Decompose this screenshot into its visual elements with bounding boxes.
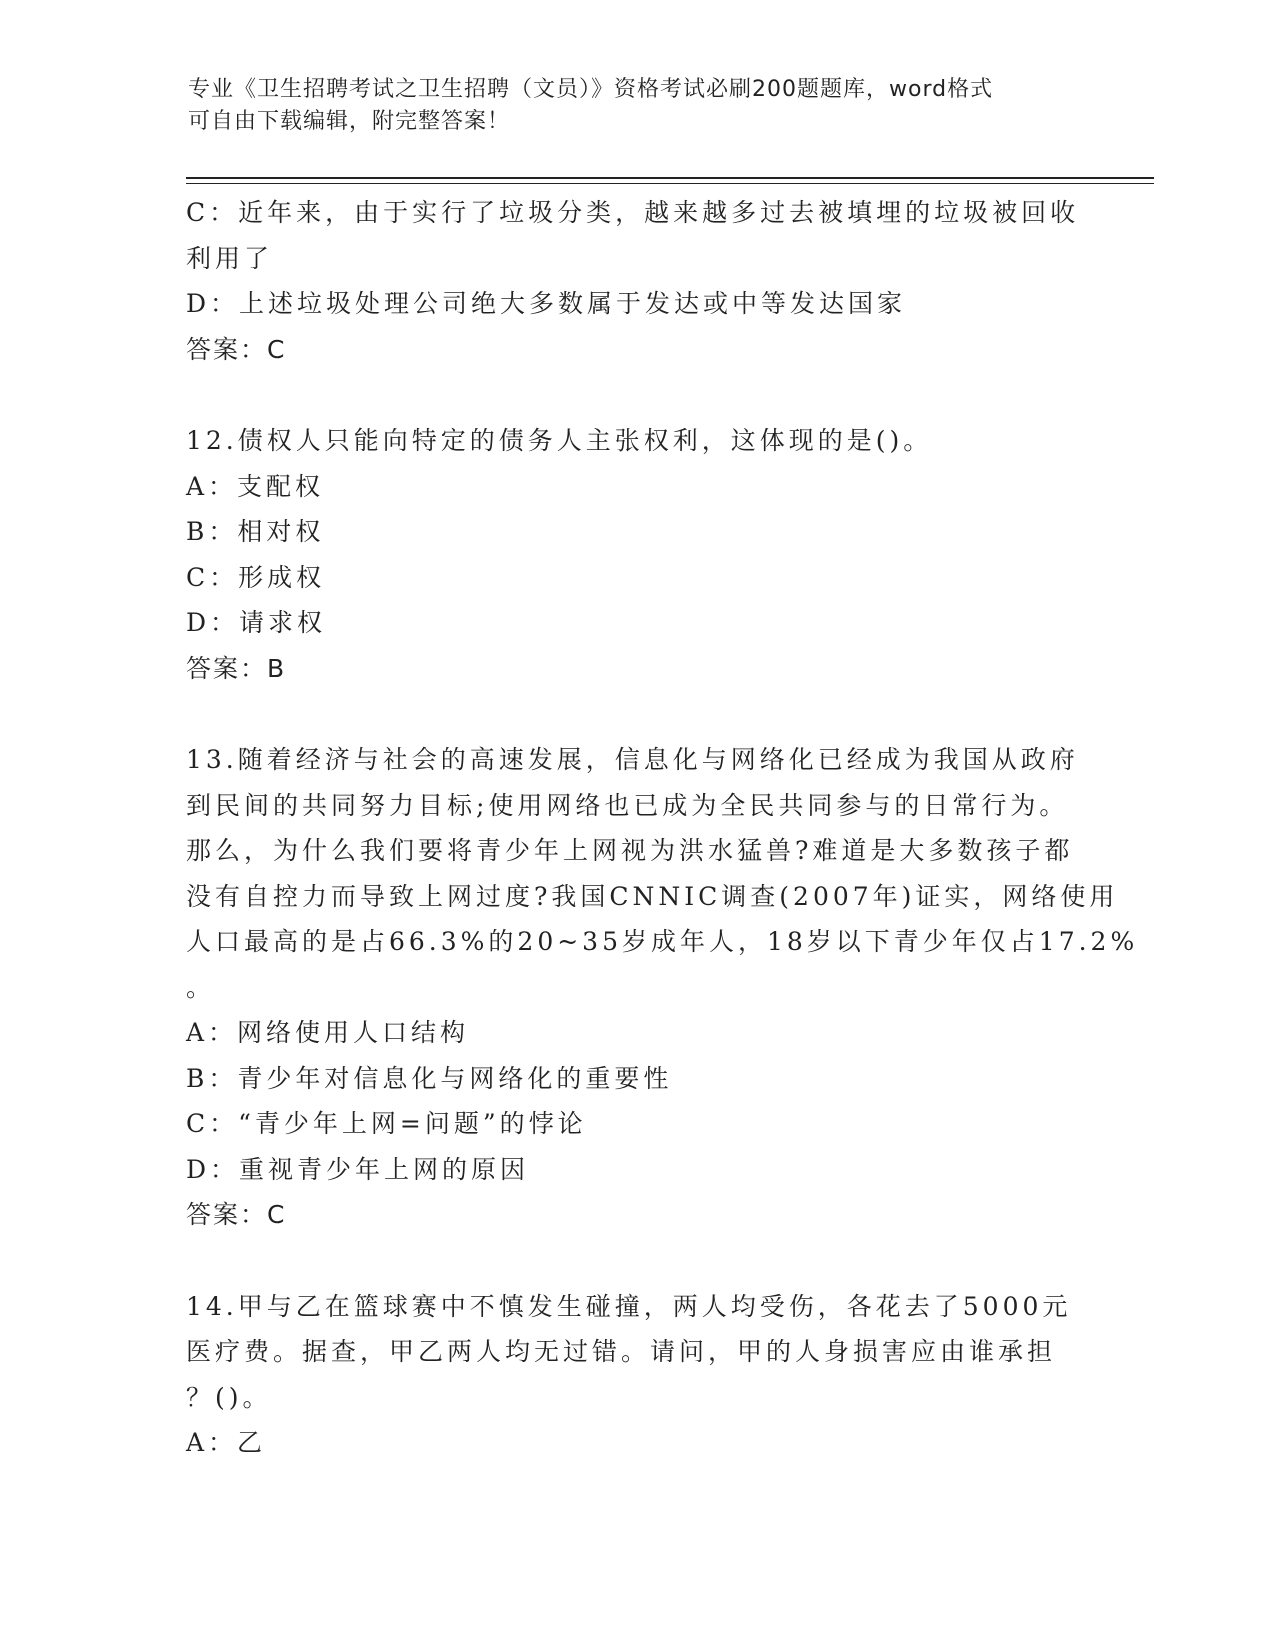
- header-title-line-1: 专业《卫生招聘考试之卫生招聘（文员）》资格考试必刷200题题库，word格式: [188, 77, 994, 102]
- q12-option-c: C：形成权: [186, 562, 326, 592]
- spacer: [186, 372, 1086, 418]
- q12-stem: 12.债权人只能向特定的债务人主张权利，这体现的是()。: [186, 426, 933, 455]
- q12-option-b: B：相对权: [186, 517, 325, 546]
- q13-stem-line-6: 。: [186, 972, 216, 1002]
- q12-option-a: A：支配权: [186, 471, 325, 501]
- q13-answer: 答案：C: [186, 1200, 287, 1229]
- q14-stem-line-2: 医疗费。据查，甲乙两人均无过错。请问，甲的人身损害应由谁承担: [186, 1337, 1057, 1366]
- question-12: [186, 418, 1086, 691]
- header-divider-thick: [186, 177, 1154, 179]
- q12-option-d: D：请求权: [186, 608, 327, 637]
- q11-option-c-line-2: 利用了: [186, 243, 274, 273]
- header-title-line-2: 可自由下载编辑，附完整答案！: [188, 109, 511, 134]
- q11-option-d: D：上述垃圾处理公司绝大多数属于发达或中等发达国家: [186, 289, 907, 318]
- q14-stem-line-1: 14.甲与乙在篮球赛中不慎发生碰撞，两人均受伤，各花去了5000元: [186, 1291, 1072, 1321]
- q13-stem-line-4: 没有自控力而导致上网过度?我国CNNIC调查(2007年)证实，网络使用: [186, 881, 1119, 911]
- q11-option-c-line-1: C：近年来，由于实行了垃圾分类，越来越多过去被填埋的垃圾被回收: [186, 198, 1080, 227]
- spacer: [186, 1238, 1086, 1284]
- question-11-tail: [186, 190, 1086, 372]
- q14-option-a: A：乙: [186, 1428, 267, 1457]
- header-divider-thin: [186, 183, 1154, 184]
- spacer: [186, 691, 1086, 737]
- q13-stem-line-1: 13.随着经济与社会的高速发展，信息化与网络化已经成为我国从政府: [186, 745, 1079, 774]
- document-body: [186, 190, 1139, 1466]
- document-header: [188, 74, 1068, 138]
- q11-answer: 答案：C: [186, 334, 287, 364]
- q12-answer: 答案：B: [186, 653, 287, 683]
- q13-option-c: C：“青少年上网=问题”的悖论: [186, 1109, 587, 1138]
- question-13: [186, 737, 1139, 1238]
- q13-stem-line-5: 人口最高的是占66.3%的20~35岁成年人，18岁以下青少年仅占17.2%: [186, 927, 1139, 956]
- question-14: [186, 1284, 1086, 1466]
- q13-option-d: D：重视青少年上网的原因: [186, 1154, 530, 1184]
- q13-stem-line-2: 到民间的共同努力目标;使用网络也已成为全民共同参与的日常行为。: [186, 790, 1069, 820]
- q13-option-b: B：青少年对信息化与网络化的重要性: [186, 1063, 673, 1093]
- q14-stem-line-3: ？()。: [186, 1382, 272, 1412]
- q13-option-a: A：网络使用人口结构: [186, 1018, 470, 1047]
- q13-stem-line-3: 那么，为什么我们要将青少年上网视为洪水猛兽?难道是大多数孩子都: [186, 836, 1074, 865]
